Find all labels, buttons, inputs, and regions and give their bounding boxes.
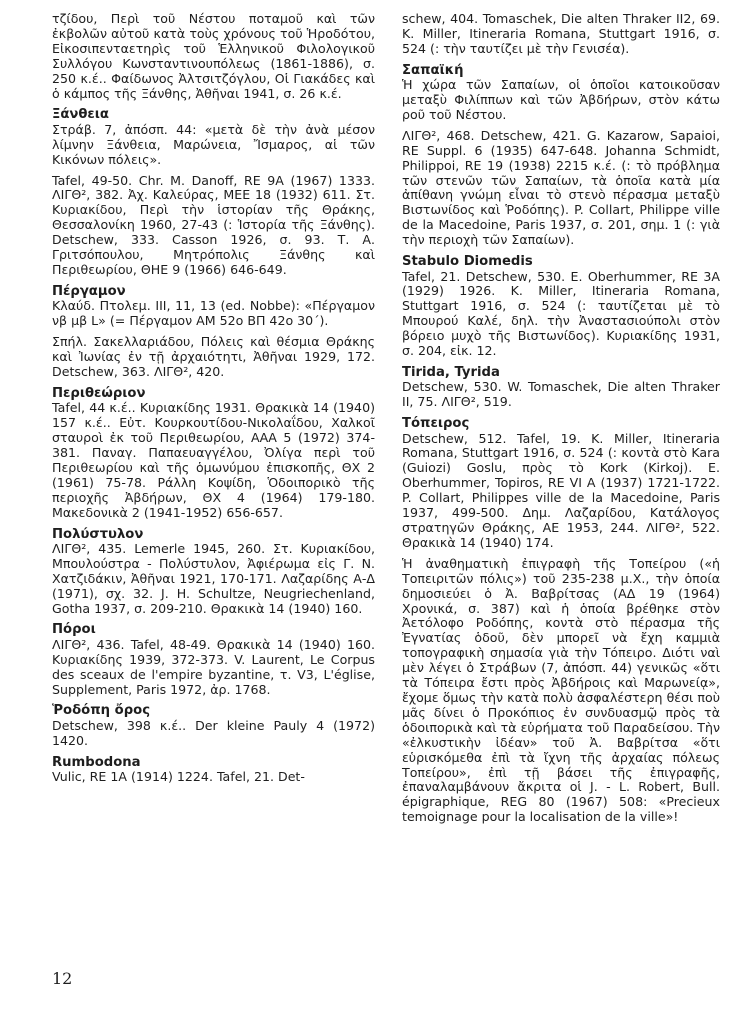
entry-paragraph: Detschew, 398 κ.έ.. Der kleine Pauly 4 (1972) 1420.	[52, 717, 375, 748]
entry-heading: Πολύστυλον	[52, 526, 144, 542]
entry-paragraph: Tafel, 21. Detschew, 530. E. Oberhummer, RE 3A (1929) 1926. K. Miller, Itineraria Romana, Stuttgart 1916, σ. 524 (: ταυτίζεται μὲ τὸ Μπουρού Καλέ, δηλ. τὴν Ἀναστασιούπολι στὸν βόρειο μυχὸ τῆς Βιστωνίδος). Κυριακίδης 1931, σ. 204, εἰκ. 12.	[402, 268, 720, 359]
entry-paragraph: Σπήλ. Σακελλαριάδου, Πόλεις καὶ θέσμια Θράκης καὶ Ἰωνίας ἐν τῇ ἀρχαιότητι, Ἀθῆναι 1929, 172. Detschew, 363. ΛΙΓΘ², 420.	[52, 334, 375, 379]
left-column	[52, 12, 375, 791]
entry-paragraph: Vulic, RE 1A (1914) 1224. Tafel, 21. Det-	[52, 769, 305, 785]
page-number: 12	[52, 969, 73, 988]
entry-heading: Πόροι	[52, 622, 96, 638]
entry	[52, 755, 375, 785]
entry-paragraph: ΛΙΓΘ², 436. Tafel, 48-49. Θρακικὰ 14 (1940) 160. Κυριακίδης 1939, 372-373. V. Laurent, Le Corpus des sceaux de l'empire byzantine, τ. V3, L'église, Supplement, Paris 1972, ἀρ. 1768.	[52, 636, 375, 697]
entry-paragraph: Στράβ. 7, ἀπόσπ. 44: «μετὰ δὲ τὴν ἀνὰ μέσον λίμνην Ξάνθεια, Μαρώνεια, Ἴσμαρος, αἱ τῶν Κικόνων πόλεις».	[52, 121, 375, 167]
entry-paragraph: Tafel, 44 κ.έ.. Κυριακίδης 1931. Θρακικὰ 14 (1940) 157 κ.έ.. Εὐτ. Κουρκουτίδου-Νικολαΐδου, Χαλκοῖ σταυροὶ ἐκ τοῦ Περιθεωρίου, ΑΑΑ 5 (1972) 374-381. Παναγ. Παπαευαγγέλου, Ὀλίγα περὶ τοῦ Περιθεωρίου καὶ τῆς ὁμωνύμου ἐπισκοπῆς, ΘΧ 2 (1961) 75-78. Ράλλη Κοψίδη, Ὁδοιπορικὸ τῆς περιοχῆς Ἀβδήρων, ΘΧ 4 (1964) 179-180. Μακεδονικὰ 2 (1941-1952) 656-657.	[52, 400, 375, 520]
entry-heading: Ῥοδόπη ὄρος	[52, 703, 151, 719]
entry-heading: Stabulo Diomedis	[402, 254, 533, 270]
entry	[402, 63, 720, 248]
entry-heading: Rumbodona	[52, 754, 141, 770]
entry-paragraph: Ἡ χώρα τῶν Σαπαίων, οἱ ὁποῖοι κατοικοῦσαν μεταξὺ Φιλίππων καὶ τῶν Ἀβδήρων, στὸν κάτω ροῦ τοῦ Νέστου.	[402, 77, 720, 122]
entry-heading: Πέργαμον	[52, 283, 126, 299]
entry-paragraph: Κλαύδ. Πτολεμ. III, 11, 13 (ed. Nobbe): «Πέργαμον νβ μβ L» (= Πέργαμον ΑΜ 52ο ΒΠ 42ο 30΄).	[52, 298, 375, 329]
entry-paragraph: Ἡ ἀναθηματικὴ ἐπιγραφὴ τῆς Τοπείρου («ἡ Τοπειριτῶν πόλις») τοῦ 235-238 μ.Χ., τὴν ὁποία δημοσιεύει ὁ Ἀ. Βαβρίτσας (ΑΔ 19 (1964) Χρονικά, σ. 387) καὶ ἡ ὁποία βρέθηκε στὸν Ἀετόλοφο Ροδόπης, κοντὰ στὸ πέρασμα τῆς Ἐγνατίας ὁδοῦ, δὲν μπορεῖ νὰ ἔχη καμμιὰ τοπογραφικὴ σημασία γιὰ τὴν Τόπειρο. Διότι ναὶ μὲν λέγει ὁ Στράβων (7, ἀπόσπ. 44) γενικῶς «ὅτι τὰ Τόπειρα ἔστι πρὸς Ἀβδήροις καὶ Μαρωνείᾳ», ἔχομε ὅμως τὴν κατὰ πολὺ ἀσφαλέστερη θέσι ποὺ μᾶς δίνει ὁ Προκόπιος ἐν συνδυασμῷ πρὸς τὰ ὁδοιπορικὰ καὶ τὰ εὑρήματα τοῦ Παραδείσου. Τὴν «ἐλκυστικὴν ἰδέαν» τοῦ Ἀ. Βαβρίτσα «ὅτι εὑρισκόμεθα ἐπὶ τὰ ἴχνη τῆς ἀρχαίας πόλεως Τοπείρου», ἐπὶ τῇ βάσει τῆς ἐπιγραφῆς, ἐπαναλαμβάνουν ἄκριτα οἱ J. - L. Robert, Bull. épigraphique, REG 80 (1967) 508: «Precieux temoignage pour la localisation de la ville»!	[402, 555, 720, 825]
entry	[402, 254, 720, 359]
entry-heading: Ξάνθεια	[52, 107, 109, 123]
entry	[52, 107, 375, 277]
entry	[52, 284, 375, 380]
right-column	[402, 12, 720, 831]
entry-paragraph: Tafel, 49-50. Chr. M. Danoff, RE 9A (1967) 1333. ΛΙΓΘ², 382. Ἀχ. Καλεύρας, ΜΕΕ 18 (1932) 611. Στ. Κυριακίδου, Περὶ τὴν ἱστορίαν τῆς Θράκης, Θεσσαλονίκη 1960, 27-43 (: Ἱστορία τῆς Ξάνθης). Detschew, 333. Casson 1926, σ. 93. Τ. Α. Γριτσόπουλου, Μητρόπολις Ξάνθης καὶ Περιθεωρίου, ΘΗΕ 9 (1966) 646-649.	[52, 172, 375, 277]
entry	[52, 12, 375, 101]
entry-heading: Περιθεώριον	[52, 385, 146, 401]
entry-paragraph: ΛΙΓΘ², 468. Detschew, 421. G. Kazarow, Sapaioi, RE Suppl. 6 (1935) 647-648. Johanna Schmidt, Philippoi, RE 19 (1938) 2215 κ.έ. (: τὸ πρόβλημα τῶν στενῶν τῶν Σαπαίων, τὰ ὁποῖα κατὰ μία ἀπίθανη γνώμη εἶναι τὸ στενὸ πέρασμα μεταξὺ Βιστωνίδος καὶ Ῥοδόπης). P. Collart, Philippe ville de la Macedoine, Paris 1937, σ. 201, σημ. 1 (: γιὰ τὴν περιοχὴ τῶν Σαπαίων).	[402, 127, 720, 248]
entry-paragraph: Detschew, 512. Tafel, 19. K. Miller, Itineraria Romana, Stuttgart 1916, σ. 524 (: κοντὰ στὸ Kara (Guiozi) Goslu, πρὸς τὸ Kork (Kirkoj). E. Oberhummer, Topiros, RE VI A (1937) 1721-1722. P. Collart, Philippes ville de la Macedoine, Paris 1937, 499-500. Δημ. Λαζαρίδου, Κατάλογος στρατηγῶν Θράκης, ΑΕ 1953, 244. ΛΙΓΘ², 522. Θρακικὰ 14 (1940) 174.	[402, 430, 720, 550]
entry-paragraph: schew, 404. Tomaschek, Die alten Thraker II2, 69. K. Miller, Itineraria Romana, Stuttgart 1916, σ. 524 (: τὴν ταυτίζει μὲ τὴν Γενισέα).	[402, 11, 720, 56]
entry-heading: Tirida, Tyrida	[402, 364, 500, 380]
entry-paragraph: Detschew, 530. W. Tomaschek, Die alten Thraker II, 75. ΛΙΓΘ², 519.	[402, 379, 720, 410]
entry	[52, 386, 375, 521]
entry-paragraph: ΛΙΓΘ², 435. Lemerle 1945, 260. Στ. Κυριακίδου, Μπουλούστρα - Πολύστυλον, Ἀφιέρωμα εἰς Γ. Ν. Χατζιδάκιν, Ἀθῆναι 1921, 170-171. Λαζαρίδης Α-Δ (1971), σχ. 32. J. H. Schultze, Neugriechenland, Gotha 1937, σ. 209-210. Θρακικὰ 14 (1940) 160.	[52, 540, 375, 616]
entry	[52, 703, 375, 748]
entry	[52, 527, 375, 617]
entry	[402, 365, 720, 410]
entry	[52, 622, 375, 697]
entry-paragraph: τζίδου, Περὶ τοῦ Νέστου ποταμοῦ καὶ τῶν ἐκβολῶν αὐτοῦ κατὰ τοὺς χρόνους τοῦ Ἡροδότου, Εἰκοσιπενταετηρὶς τοῦ Ἑλληνικοῦ Φιλολογικοῦ Συλλόγου Κωνσταντινουπόλεως (1861-1886), σ. 250 κ.έ.. Φαίδωνος Ἀλτσιτζόγλου, Οἱ Γιακάδες καὶ ὁ κάμπος τῆς Ξάνθης, Ἀθῆναι 1941, σ. 26 κ.έ.	[52, 11, 375, 101]
entry-heading: Τόπειρος	[402, 416, 470, 432]
entry	[402, 12, 720, 57]
entry-heading: Σαπαϊκή	[402, 62, 464, 78]
entry	[402, 416, 720, 825]
